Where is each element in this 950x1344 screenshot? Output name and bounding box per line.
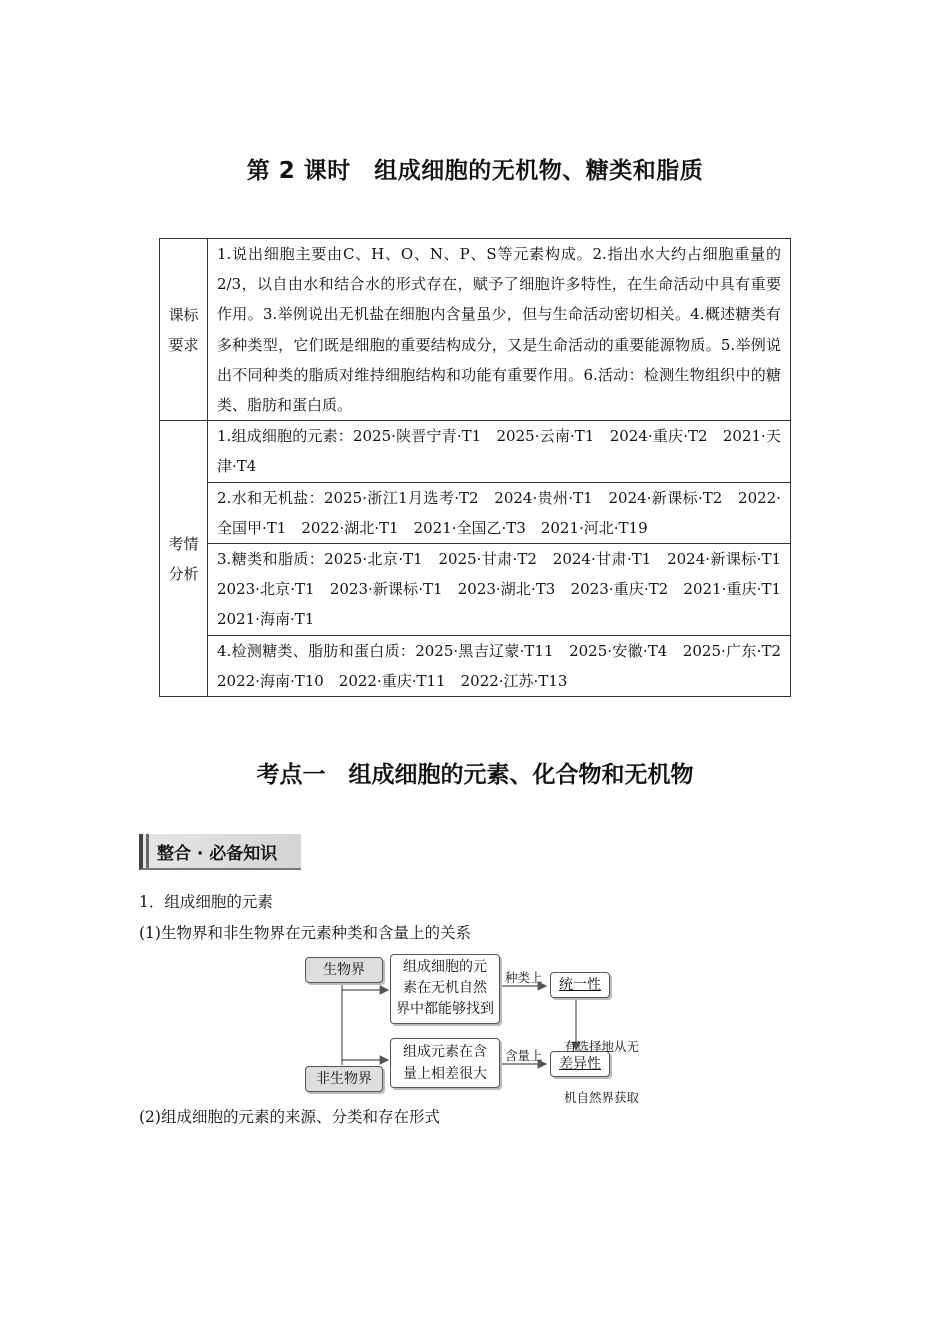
analysis-row [160,421,791,482]
analysis-label-line-2: 分析 [168,564,199,583]
analysis-label [160,421,208,697]
item-1-2: (2)组成细胞的元素的来源、分类和存在形式 [139,1108,440,1126]
analysis-item-1: 1.组成细胞的元素：2025·陕晋宁青·T1 2025·云南·T1 2024·重庆·T2 2021·天津·T4 [208,421,791,482]
difference-label: 差异性 [559,1056,601,1072]
section-tag-label: 整合 · 必备知识 [157,844,278,864]
item-1: 1．组成细胞的元素 [139,893,273,911]
edge-label-select-line-1: 有选择地从无 [564,1039,640,1054]
curriculum-table [159,238,797,697]
found-node-line-1: 组成细胞的元 [403,959,487,975]
unity-label: 统一性 [559,977,601,993]
requirement-row [160,239,791,421]
differ-node-line-1: 组成元素在含 [403,1044,487,1060]
found-node-line-3: 界中都能够找到 [396,1001,494,1017]
analysis-item-3: 3.糖类和脂质：2025·北京·T1 2025·甘肃·T2 2024·甘肃·T1 2024·新课标·T1 2023·北京·T1 2023·新课标·T1 2023·湖北·T3 2023·重庆·T2 2021·重庆·T1 2021·海南·T1 [208,544,791,636]
requirement-label-line-1: 课标 [168,305,199,324]
differ-node-line-2: 量上相差很大 [403,1066,487,1082]
edge-label-select [564,1004,639,1140]
analysis-item-4: 4.检测糖类、脂肪和蛋白质：2025·黑吉辽蒙·T11 2025·安徽·T4 2025·广东·T2 2022·海南·T10 2022·重庆·T11 2022·江苏·T13 [208,635,791,696]
requirement-text: 1.说出细胞主要由C、H、O、N、P、S等元素构成。2.指出水大约占细胞重量的2/3，以自由水和结合水的形式存在，赋予了细胞许多特性，在生命活动中具有重要作用。3.举例说出无机盐在细胞内含量虽少，但与生命活动密切相关。4.概述糖类有多种类型，它们既是细胞的重要结构成分，又是生命活动的重要能源物质。5.举例说出不同种类的脂质对维持细胞结构和功能有重要作用。6.活动：检测生物组织中的糖类、脂肪和蛋白质。 [208,239,791,421]
edge-label-kind: 种类上 [505,970,543,985]
item-1-1: (1)生物界和非生物界在元素种类和含量上的关系 [139,924,471,942]
found-node-line-2: 素在无机自然 [403,980,487,996]
page-title: 第 2 课时 组成细胞的无机物、糖类和脂质 [246,158,704,184]
analysis-row [160,635,791,696]
analysis-label-line-1: 考情 [168,534,199,553]
edge-label-amount: 含量上 [505,1048,543,1063]
element-relation-diagram [300,952,660,1105]
requirement-label-line-2: 要求 [168,335,199,354]
section-heading: 考点一 组成细胞的元素、化合物和无机物 [256,762,694,788]
requirement-label [160,239,208,421]
unity-node [550,972,610,998]
section-tag [139,834,301,870]
found-node [390,954,500,1024]
analysis-item-2: 2.水和无机盐：2025·浙江1月选考·T2 2024·贵州·T1 2024·新课标·T2 2022·全国甲·T1 2022·湖北·T1 2021·全国乙·T3 2021·河北·T19 [208,482,791,543]
nonliving-world-node: 非生物界 [305,1066,383,1092]
analysis-row [160,544,791,636]
edge-label-select-line-2: 机自然界获取 [564,1090,640,1105]
differ-node [390,1038,500,1088]
living-world-node: 生物界 [305,957,383,983]
analysis-row [160,482,791,543]
